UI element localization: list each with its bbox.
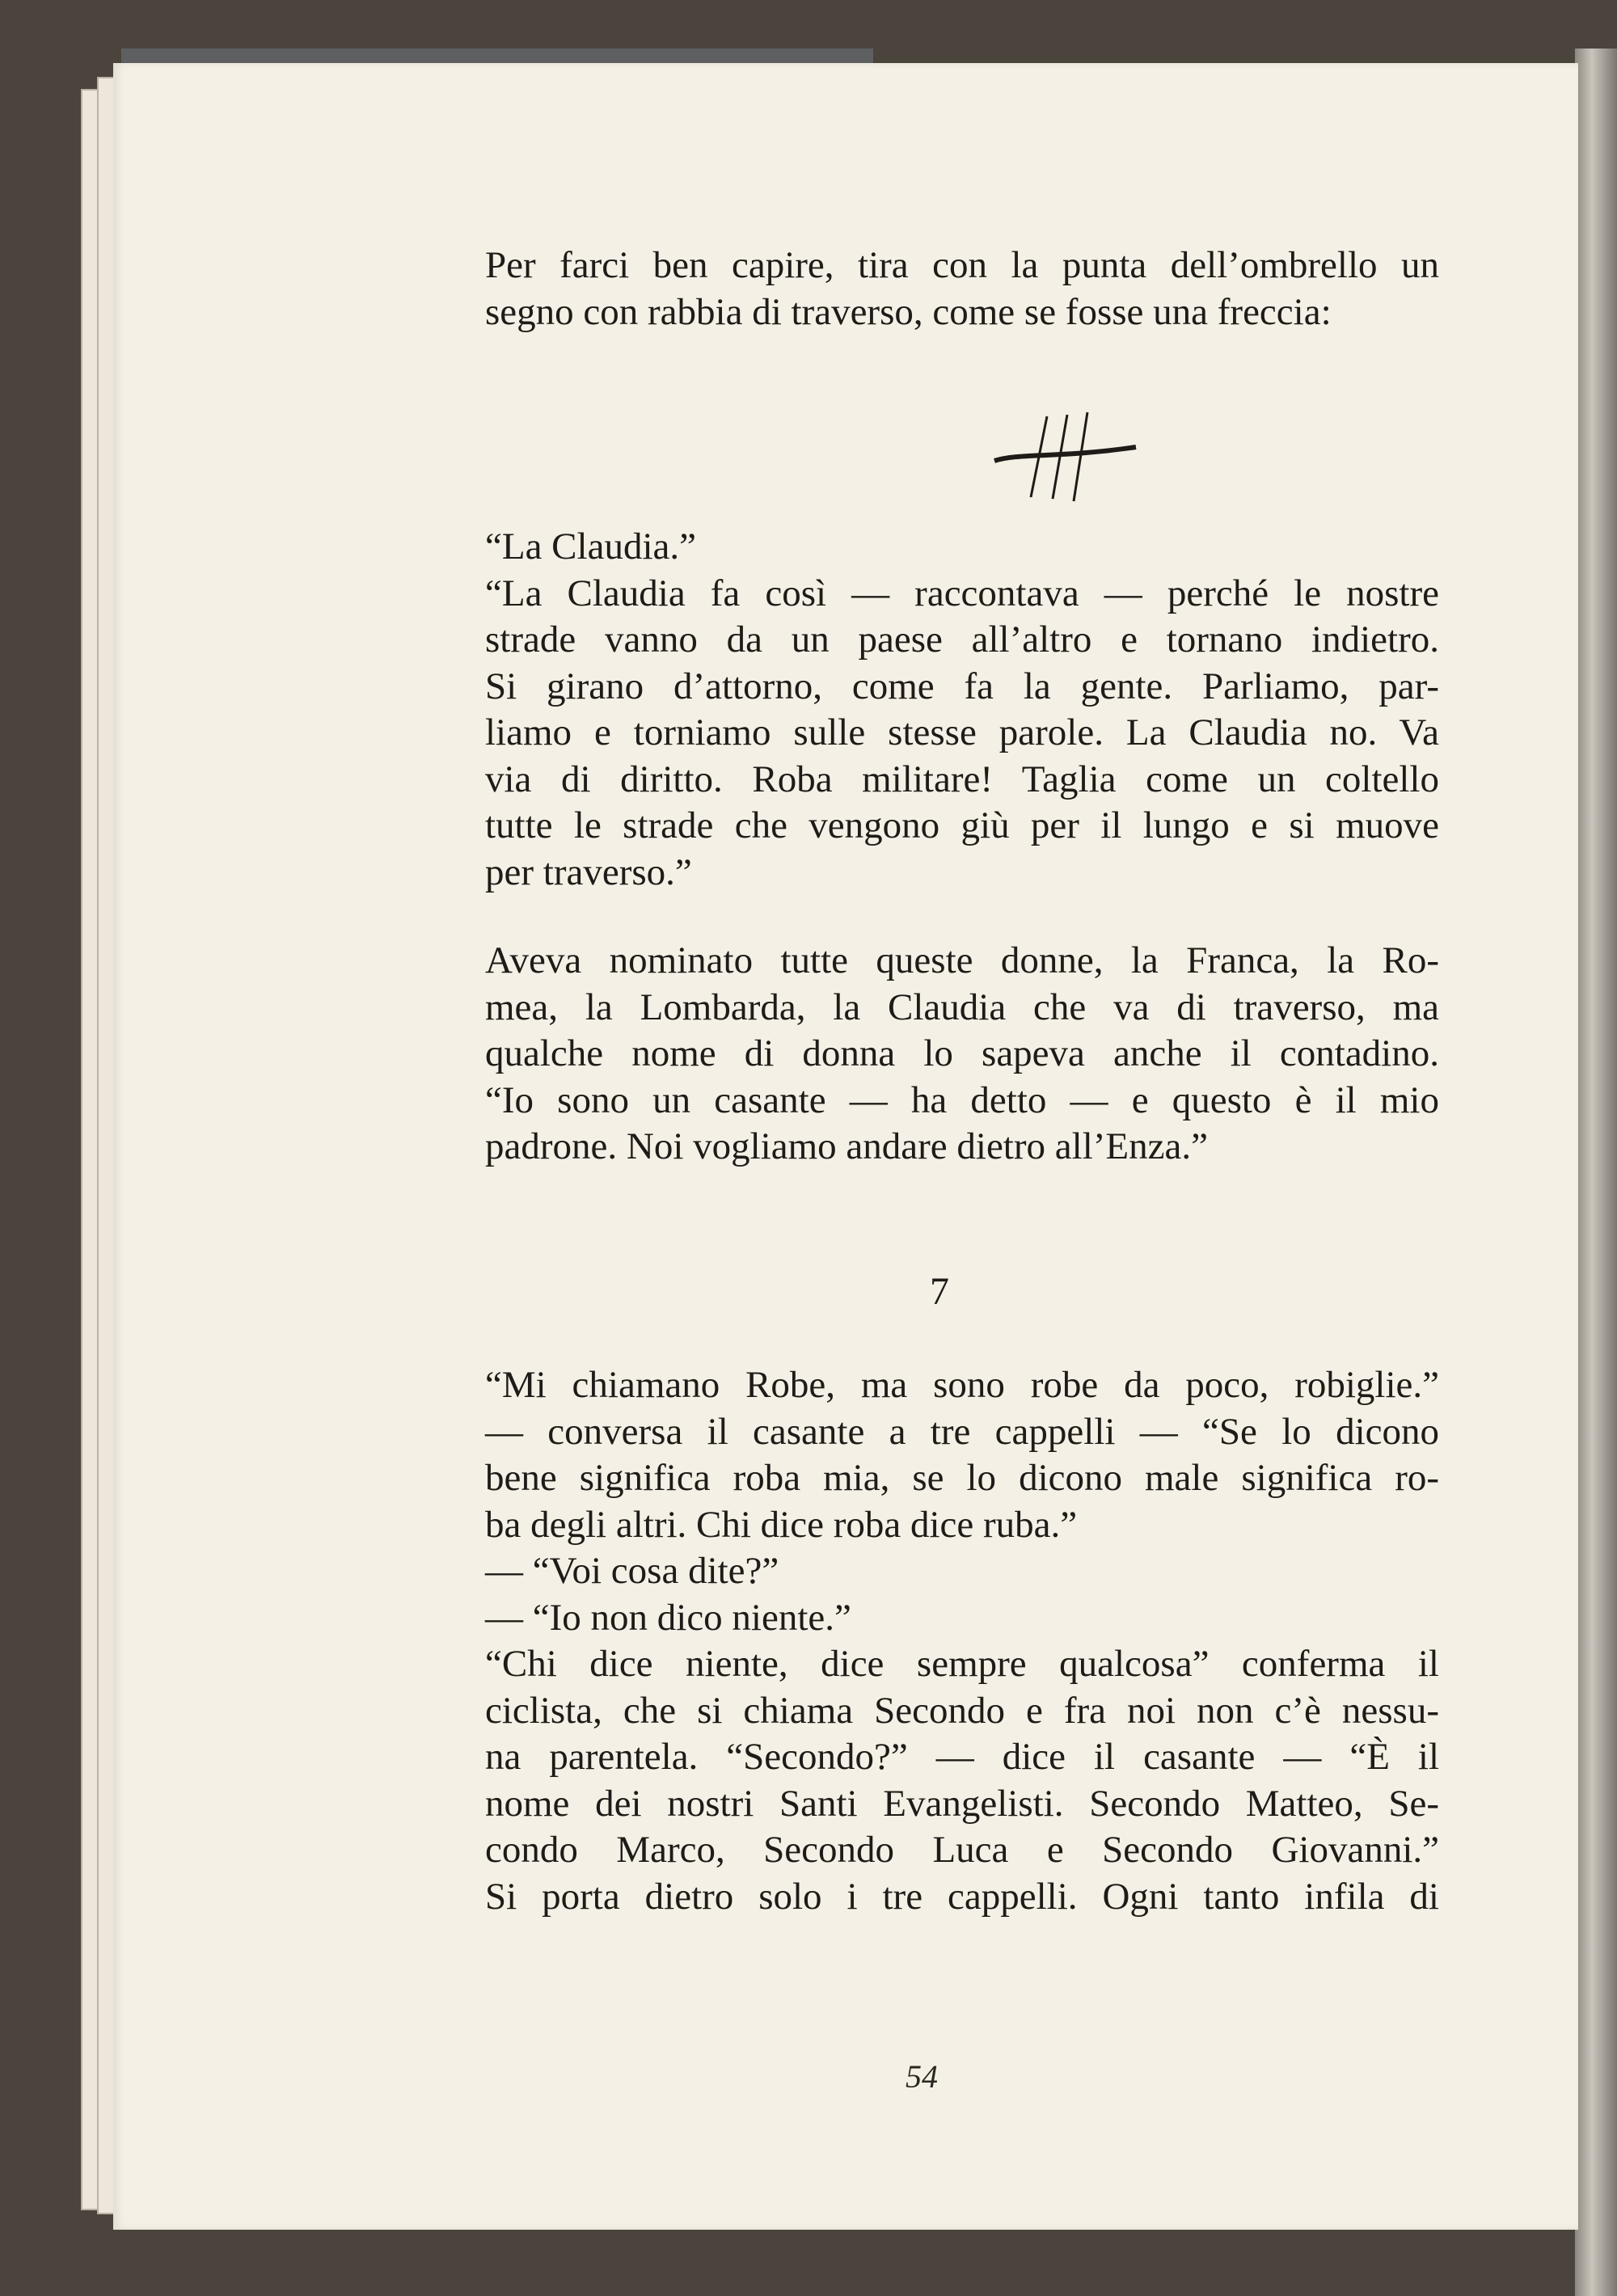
text-line: — “Voi cosa dite?” [485, 1550, 779, 1592]
text-line: padrone. Noi vogliamo andare dietro all’Enza.” [485, 1125, 1208, 1167]
book-spine-edge [1575, 49, 1617, 2296]
text-line: “La Claudia fa così — raccontava — perché le nostre [485, 572, 1439, 614]
text-line: tutte le strade che vengono giù per il lungo e si muove [485, 804, 1439, 846]
text-line: segno con rabbia di traverso, come se fosse una freccia: [485, 290, 1332, 333]
text-line: bene significa roba mia, se lo dicono male significa ro- [485, 1457, 1439, 1499]
text-line: “Io sono un casante — ha detto — e questo è il mio [485, 1078, 1439, 1121]
text-line: via di diritto. Roba militare! Taglia come un coltello [485, 758, 1439, 800]
text-line: mea, la Lombarda, la Claudia che va di traverso, ma [485, 986, 1439, 1028]
text-line: qualche nome di donna lo sapeva anche il contadino. [485, 1032, 1439, 1074]
text-line: strade vanno da un paese all’altro e tornano indietro. [485, 618, 1439, 661]
paragraph [485, 938, 1439, 1171]
hand-drawn-arrow-mark [986, 408, 1148, 505]
text-line: per traverso.” [485, 850, 692, 893]
text-line: — conversa il casante a tre cappelli — “Se lo dicono [485, 1410, 1439, 1453]
text-line: ciclista, che si chiama Secondo e fra noi non c’è nessu- [485, 1689, 1439, 1732]
text-line: “La Claudia.” [485, 525, 696, 568]
text-line: condo Marco, Secondo Luca e Secondo Giovanni.” [485, 1829, 1439, 1871]
paragraph [485, 524, 1439, 896]
text-line: Si porta dietro solo i tre cappelli. Ogni tanto infila di [485, 1875, 1439, 1918]
text-line: Aveva nominato tutte queste donne, la Franca, la Ro- [485, 939, 1439, 981]
paragraph [485, 1362, 1439, 1920]
text-line: liamo e torniamo sulle stesse parole. La Claudia no. Va [485, 711, 1439, 753]
text-line: Per farci ben capire, tira con la punta dell’ombrello un [485, 244, 1439, 286]
text-line: — “Io non dico niente.” [485, 1596, 851, 1639]
text-line: nome dei nostri Santi Evangelisti. Secondo Matteo, Se- [485, 1782, 1439, 1825]
text-line: “Chi dice niente, dice sempre qualcosa” conferma il [485, 1643, 1439, 1685]
text-line: “Mi chiamano Robe, ma sono robe da poco, robiglie.” [485, 1364, 1439, 1406]
text-line: ba degli altri. Chi dice roba dice ruba.” [485, 1503, 1078, 1546]
chapter-number: 7 [930, 1270, 949, 1313]
page-number: 54 [906, 2058, 938, 2095]
text-line: na parentela. “Secondo?” — dice il casante — “È il [485, 1736, 1439, 1778]
paragraph [485, 243, 1439, 336]
text-line: Si girano d’attorno, come fa la gente. Parliamo, par- [485, 665, 1439, 707]
